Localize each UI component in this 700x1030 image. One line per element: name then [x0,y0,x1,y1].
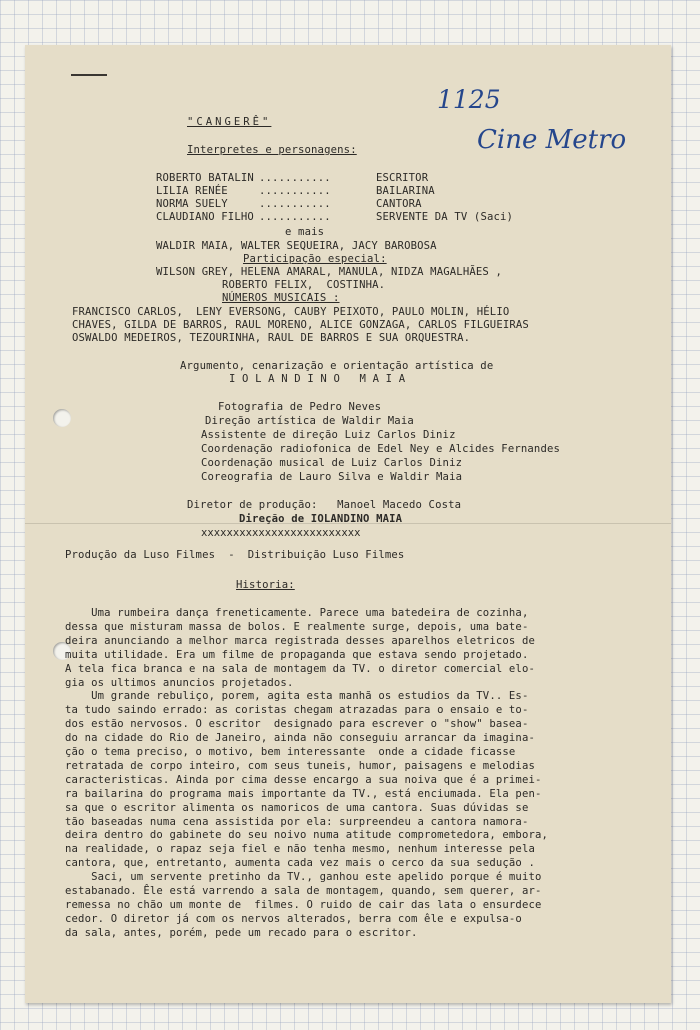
director-name-spaced: I O L A N D I N O M A I A [229,373,406,385]
historia-line: gia os ultimos anuncios projetados. [65,676,294,689]
historia-line: sa que o escritor alimenta os namoricos de uma cantora. Suas dúvidas se [65,801,529,814]
handwritten-cinema-name: Cine Metro [477,125,627,155]
cast-role: SERVENTE DA TV (Saci) [376,211,514,223]
credit-item: Direção artística de Waldir Maia [205,415,414,427]
credit-item: Coordenação musical de Luiz Carlos Diniz [201,457,463,469]
strike-through-row: xxxxxxxxxxxxxxxxxxxxxxxxx [201,527,361,539]
film-title: "CANGERÊ" [187,116,272,128]
historia-line: cantora, que, entretanto, aumenta cada vez mais o cerco da sua sedução . [65,857,536,870]
historia-line: Saci, um servente pretinho da TV., ganhou este apelido porque é muito [65,871,542,884]
cast-role: BAILARINA [376,185,435,197]
historia-line: remessa no chão um monte de filmes. O ruido de cair das lata o ensurdece [65,898,542,911]
special-line: WILSON GREY, HELENA AMARAL, MANULA, NIDZA MAGALHÃES , [156,266,502,278]
cast-leader: ........... [259,185,331,197]
cast-heading: Interpretes e personagens: [187,144,357,156]
music-line: CHAVES, GILDA DE BARROS, RAUL MORENO, ALICE GONZAGA, CARLOS FILGUEIRAS [72,319,529,331]
historia-line: dos estão nervosos. O escritor designado para escrever o "show" basea- [65,718,529,731]
cast-actor: LILIA RENÉE [156,185,228,197]
cast-role: ESCRITOR [376,172,429,184]
cast-leader: ........... [259,198,331,210]
argument-line: Argumento, cenarização e orientação artística de [180,360,494,372]
historia-line: Uma rumbeira dança freneticamente. Parece uma batedeira de cozinha, [65,607,529,619]
special-heading: Participação especial: [243,253,387,265]
historia-line: da sala, antes, porém, pede um recado para o escritor. [65,926,418,939]
cast-actor: NORMA SUELY [156,198,228,210]
cast-role: CANTORA [376,198,422,210]
production-director: Diretor de produção: Manoel Macedo Costa [187,499,462,511]
punch-hole [53,409,71,427]
historia-line: ra bailarina do programa mais importante da TV., está enciumada. Ela pen- [65,787,542,800]
historia-line: deira anunciando a melhor marca registrada desses aparelhos eletricos de [65,634,536,647]
historia-line: cedor. O diretor já com os nervos alterados, berra com êle e expulsa-o [65,912,522,925]
special-line: ROBERTO FELIX, COSTINHA. [222,279,386,291]
credit-item: Coordenação radiofonica de Edel Ney e Alcides Fernandes [201,443,561,455]
cast-actor: CLAUDIANO FILHO [156,211,254,223]
historia-heading: Historia: [236,579,295,591]
music-heading: NÚMEROS MUSICAIS : [222,292,340,304]
typed-dash-mark [71,74,107,76]
cast-more-names: WALDIR MAIA, WALTER SEQUEIRA, JACY BAROBOSA [156,240,437,252]
historia-line: tão baseadas numa cena assistida por ela: surpreendeu a cantora namora- [65,815,529,828]
credit-item: Assistente de direção Luiz Carlos Diniz [201,429,456,441]
music-line: OSWALDO MEDEIROS, TEZOURINHA, RAUL DE BARROS E SUA ORQUESTRA. [72,332,471,344]
historia-line: A tela fica branca e na sala de montagem da TV. o diretor comercial elo- [65,662,536,675]
historia-line: na realidade, o rapaz seja fiel e não tenha mesmo, nenhum interesse pela [65,843,536,856]
historia-line: ção o tema preciso, o motivo, bem interessante onde a cidade ficasse [65,746,516,758]
historia-line: ta tudo saindo errado: as coristas chegam atrazadas para o ensaio e to- [65,704,529,717]
historia-line: retratada de corpo inteiro, com seus tuneis, humor, paisagens e melodias [65,759,536,772]
historia-line: caracteristicas. Ainda por cima desse encargo a sua noiva que é a primei- [65,773,542,786]
credit-item: Coreografia de Lauro Silva e Waldir Maia [201,471,463,483]
cast-leader: ........... [259,172,331,184]
historia-line: dessa que misturam massa de bolos. E realmente surge, depois, uma bate- [65,620,529,633]
producer-line: Produção da Luso Filmes - Distribuição Luso Filmes [65,549,405,561]
credit-item: Fotografia de Pedro Neves [218,401,382,413]
historia-line: estabanado. Êle está varrendo a sala de montagem, quando, sem querer, ar- [65,885,542,897]
music-line: FRANCISCO CARLOS, LENY EVERSONG, CAUBY PEIXOTO, PAULO MOLIN, HÉLIO [72,306,510,318]
handwritten-code: 1125 [437,85,501,114]
typed-document-page [25,45,671,1003]
historia-line: muita utilidade. Era um filme de propaganda que estava sendo projetado. [65,648,529,661]
direction-credit: Direção de IOLANDINO MAIA [239,513,403,525]
cast-leader: ........... [259,211,331,223]
cast-e-mais: e mais [285,226,325,238]
cast-actor: ROBERTO BATALIN [156,172,254,184]
historia-line: do na cidade do Rio de Janeiro, ainda não conseguiu arrancar da imagina- [65,732,536,745]
historia-line: Um grande rebuliço, porem, agita esta manhã os estudios da TV.. Es- [65,690,529,703]
historia-line: deira dentro do gabinete do seu noivo numa atitude comprometedora, embora, [65,829,549,842]
